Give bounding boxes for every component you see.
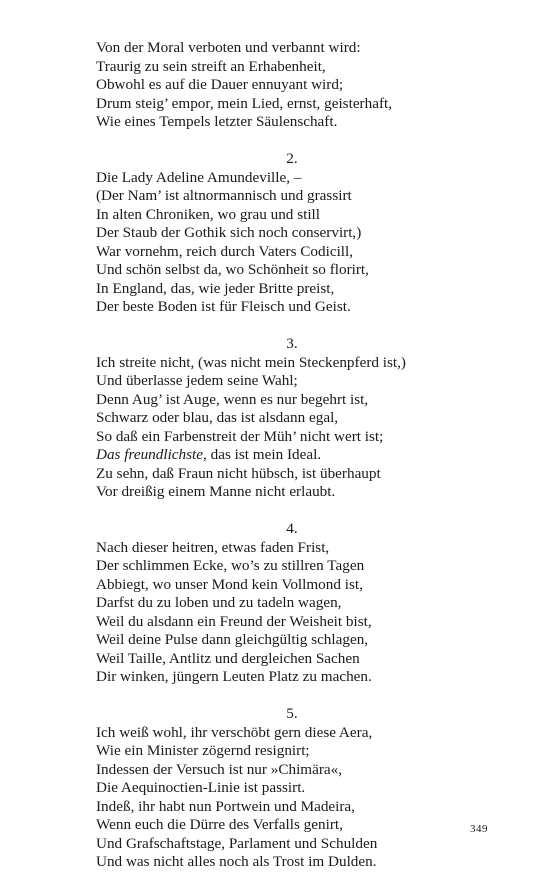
verse-line: Indeß, ihr habt nun Portwein und Madeira, <box>96 797 355 815</box>
verse-line: Der beste Boden ist für Fleisch und Geist. <box>96 298 351 315</box>
verse-line: Der schlimmen Ecke, wo’s zu stillren Tagen <box>96 557 365 574</box>
verse-line: Traurig zu sein streift an Erhabenheit, <box>96 57 326 75</box>
verse-line: Die Lady Adeline Amundeville, – <box>96 168 302 186</box>
stanza-4 <box>96 539 496 687</box>
verse-line: Weil Taille, Antlitz und dergleichen Sachen <box>96 649 360 667</box>
verse-line: Der Staub der Gothik sich noch conservirt,) <box>96 224 362 241</box>
verse-line: Und überlasse jedem seine Wahl; <box>96 372 298 389</box>
verse-line: Und schön selbst da, wo Schönheit so florirt, <box>96 261 369 278</box>
verse-line: In alten Chroniken, wo grau und still <box>96 205 320 223</box>
verse-line: In England, das, wie jeder Britte preist, <box>96 279 335 297</box>
stanza-1-ending <box>96 39 496 132</box>
emphasized-phrase: Das freundlichste <box>96 446 204 463</box>
verse-line: Dir winken, jüngern Leuten Platz zu machen. <box>96 668 372 685</box>
verse-line: Weil du alsdann ein Freund der Weisheit bist, <box>96 612 372 630</box>
verse-line: (Der Nam’ ist altnormannisch und grassirt <box>96 187 352 204</box>
verse-line: Ich streite nicht, (was nicht mein Steckenpferd ist,) <box>96 353 406 371</box>
verse-line: Wie eines Tempels letzter Säulenschaft. <box>96 113 338 130</box>
verse-line-rest: , das ist mein Ideal. <box>203 446 322 463</box>
verse-line: Ich weiß wohl, ihr verschöbt gern diese Aera, <box>96 723 373 741</box>
verse-line: So daß ein Farbenstreit der Müh’ nicht wert ist; <box>96 427 384 445</box>
stanza-number: 5. <box>286 705 298 722</box>
stanza-5 <box>96 724 496 872</box>
verse-line: Weil deine Pulse dann gleichgültig schlagen, <box>96 631 369 648</box>
verse-line: Darfst du zu loben und zu tadeln wagen, <box>96 594 342 611</box>
verse-line: War vornehm, reich durch Vaters Codicill, <box>96 242 354 260</box>
verse-line: Zu sehn, daß Fraun nicht hübsch, ist überhaupt <box>96 464 381 482</box>
verse-line: Obwohl es auf die Dauer ennuyant wird; <box>96 76 344 93</box>
verse-line: Nach dieser heitren, etwas faden Frist, <box>96 538 330 556</box>
verse-line: Und Grafschaftstage, Parlament und Schulden <box>96 834 378 852</box>
verse-line: Wenn euch die Dürre des Verfalls genirt, <box>96 816 343 833</box>
verse-line: Indessen der Versuch ist nur »Chimära«, <box>96 760 343 778</box>
verse-line: Wie ein Minister zögernd resignirt; <box>96 742 310 759</box>
verse-line: Vor dreißig einem Manne nicht erlaubt. <box>96 483 336 500</box>
page-number: 349 <box>470 823 488 835</box>
verse-line-with-emphasis <box>96 446 496 465</box>
stanza-number: 4. <box>286 520 298 537</box>
verse-line: Denn Aug’ ist Auge, wenn es nur begehrt ist, <box>96 390 369 408</box>
verse-line: Und was nicht alles noch als Trost im Dulden. <box>96 853 377 870</box>
stanza-2 <box>96 169 496 317</box>
verse-line: Abbiegt, wo unser Mond kein Vollmond ist, <box>96 575 363 593</box>
stanza-number: 2. <box>286 150 298 167</box>
verse-line: Schwarz oder blau, das ist alsdann egal, <box>96 409 339 426</box>
stanza-3 <box>96 354 496 502</box>
verse-line: Von der Moral verboten und verbannt wird: <box>96 39 361 56</box>
stanza-number: 3. <box>286 335 298 352</box>
verse-line: Drum steig’ empor, mein Lied, ernst, geisterhaft, <box>96 94 393 112</box>
verse-line: Die Aequinoctien-Linie ist passirt. <box>96 779 306 796</box>
poem-page <box>96 39 496 872</box>
